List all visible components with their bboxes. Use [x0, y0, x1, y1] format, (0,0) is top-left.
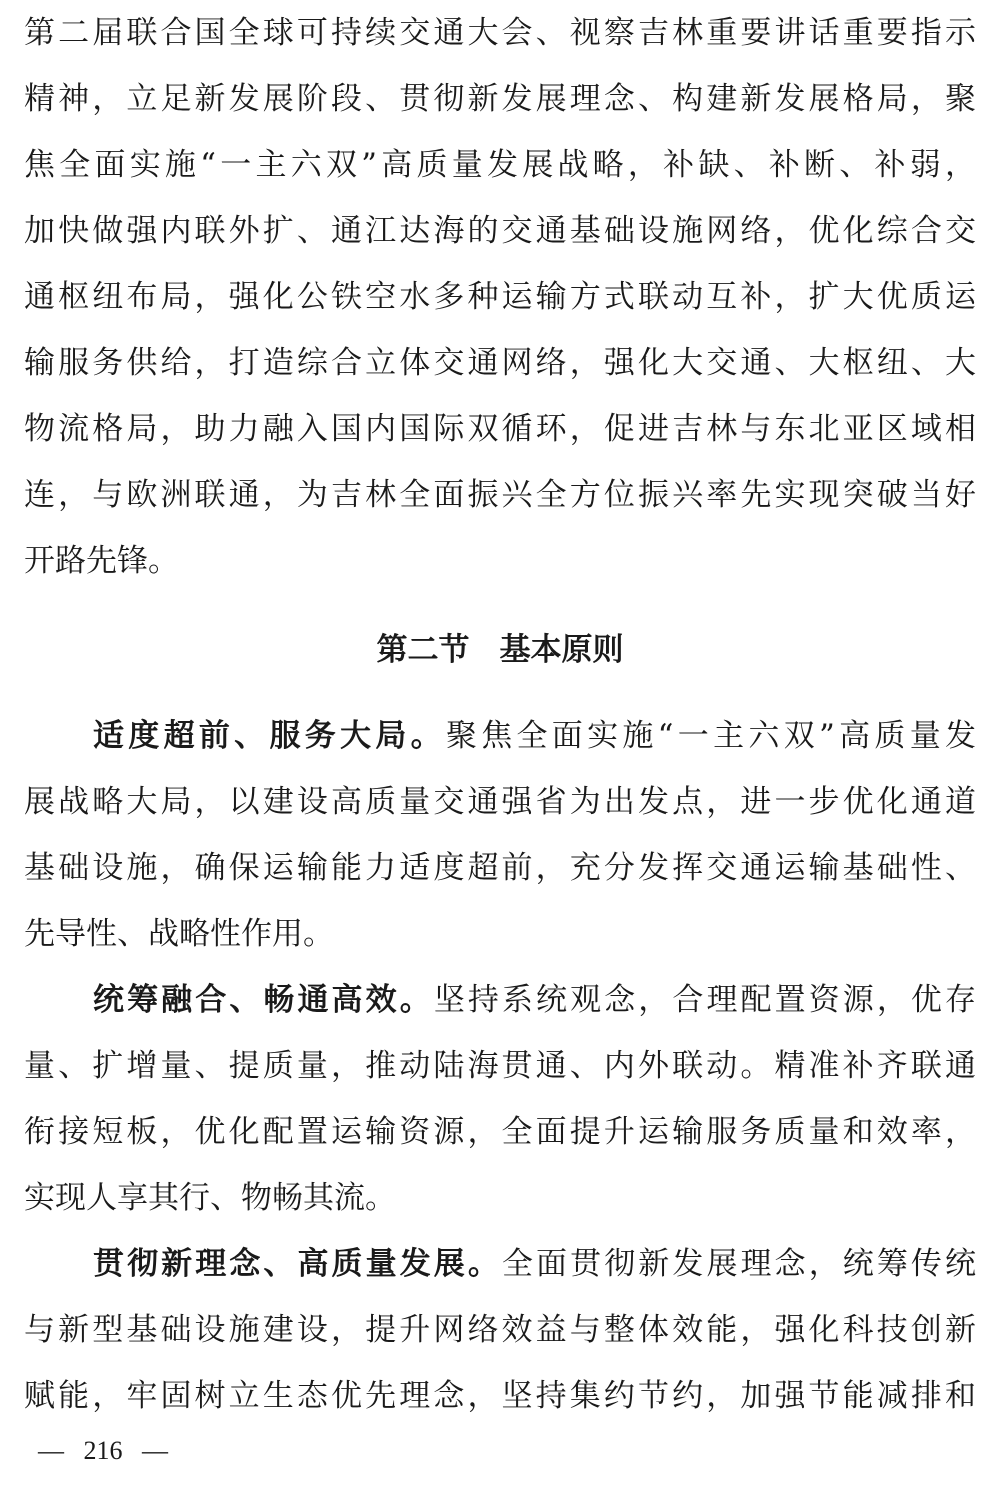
paragraph-line: 赋能，牢固树立生态优先理念，坚持集约节约，加强节能减排和 — [24, 1378, 976, 1414]
page-footer — [38, 1418, 168, 1484]
paragraph-line: 与新型基础设施建设，提升网络效益与整体效能，强化科技创新 — [24, 1312, 976, 1348]
paragraph-line: 第二届联合国全球可持续交通大会、视察吉林重要讲话重要指示 — [24, 15, 976, 51]
principle-first-line: 贯彻新理念、高质量发展。全面贯彻新发展理念，统筹传统 — [93, 1246, 976, 1282]
principle-heading: 贯彻新理念、高质量发展。 — [93, 1246, 502, 1282]
principle-heading: 适度超前、服务大局。 — [93, 718, 446, 754]
paragraph-line: 开路先锋。 — [24, 543, 179, 579]
section-number: 第二节 — [376, 632, 470, 668]
paragraph-line: 输服务供给，打造综合立体交通网络，强化大交通、大枢纽、大 — [24, 345, 976, 381]
principle-first-line: 统筹融合、畅通高效。坚持系统观念，合理配置资源，优存 — [93, 982, 976, 1018]
section-title: 基本原则 — [499, 632, 624, 668]
paragraph-line: 焦全面实施“一主六双”高质量发展战略，补缺、补断、补弱， — [24, 147, 976, 183]
paragraph-line: 精神，立足新发展阶段、贯彻新发展理念、构建新发展格局，聚 — [24, 81, 976, 117]
page-number: 216 — [83, 1436, 123, 1465]
footer-dash-left: — — [38, 1436, 64, 1465]
paragraph-line: 加快做强内联外扩、通江达海的交通基础设施网络，优化综合交 — [24, 213, 976, 249]
footer-dash-right: — — [142, 1436, 168, 1465]
paragraph-line: 物流格局，助力融入国内国际双循环，促进吉林与东北亚区域相 — [24, 411, 976, 447]
paragraph-line: 基础设施，确保运输能力适度超前，充分发挥交通运输基础性、 — [24, 850, 976, 886]
paragraph-line: 量、扩增量、提质量，推动陆海贯通、内外联动。精准补齐联通 — [24, 1048, 976, 1084]
paragraph-line: 实现人享其行、物畅其流。 — [24, 1180, 396, 1216]
section-heading — [0, 617, 1000, 683]
paragraph-line: 先导性、战略性作用。 — [24, 916, 334, 952]
principle-first-line: 适度超前、服务大局。聚焦全面实施“一主六双”高质量发 — [93, 718, 976, 754]
paragraph-line: 连，与欧洲联通，为吉林全面振兴全方位振兴率先实现突破当好 — [24, 477, 976, 513]
paragraph-line: 通枢纽布局，强化公铁空水多种运输方式联动互补，扩大优质运 — [24, 279, 976, 315]
paragraph-line: 衔接短板，优化配置运输资源，全面提升运输服务质量和效率， — [24, 1114, 976, 1150]
principle-heading: 统筹融合、畅通高效。 — [93, 982, 434, 1018]
paragraph-line: 展战略大局，以建设高质量交通强省为出发点，进一步优化通道 — [24, 784, 976, 820]
